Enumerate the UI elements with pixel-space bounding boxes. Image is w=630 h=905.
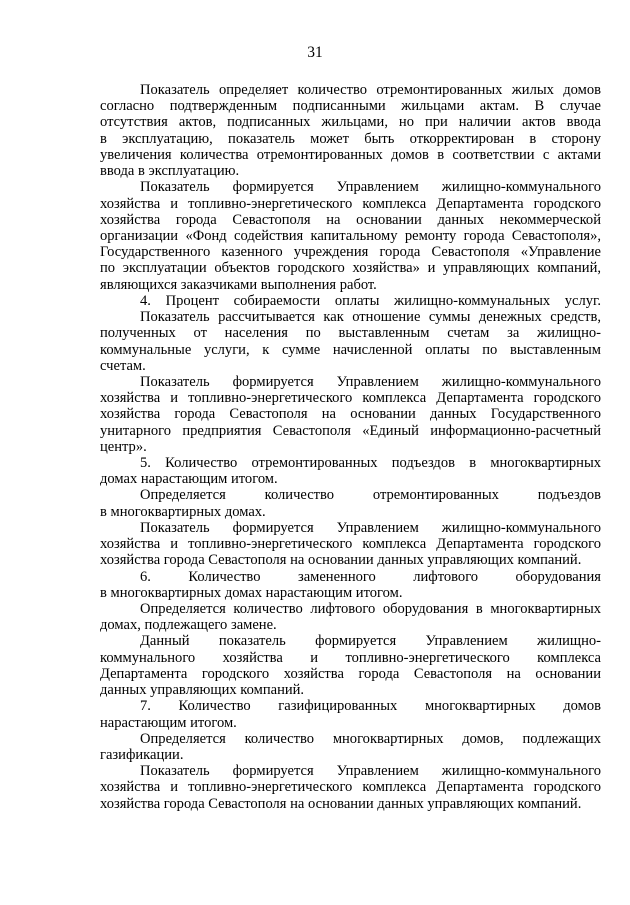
text-line: домах, подлежащего замене. — [100, 617, 277, 634]
text-line: счетам. — [100, 357, 146, 374]
text-line: Показатель формируется Управлением жилищно-коммунального — [140, 373, 601, 390]
paragraph — [100, 293, 601, 309]
text-line: ввода в эксплуатацию. — [100, 163, 240, 180]
paragraph — [100, 455, 601, 487]
text-line: Определяется количество многоквартирных домов, подлежащих — [140, 730, 601, 747]
paragraph — [100, 731, 601, 763]
text-line: хозяйства и топливно-энергетического комплекса Департамента городского — [100, 390, 601, 407]
paragraph — [100, 374, 601, 455]
text-line: хозяйства города Севастополя на основании данных некоммерческой — [100, 211, 601, 228]
paragraph — [100, 520, 601, 569]
page-number: 31 — [307, 44, 323, 61]
text-line: Данный показатель формируется Управлением жилищно- — [140, 633, 601, 650]
text-line: являющихся заказчиками выполнения работ. — [100, 276, 377, 293]
text-line: центр». — [100, 438, 147, 455]
text-line: Показатель формируется Управлением жилищно-коммунального — [140, 179, 601, 196]
text-line: унитарного предприятия Севастополя «Единый информационно-расчетный — [100, 422, 601, 439]
text-line: Определяется количество лифтового оборудования в многоквартирных — [140, 601, 601, 617]
text-line: хозяйства и топливно-энергетического комплекса Департамента городского — [100, 536, 601, 553]
paragraph — [100, 601, 601, 633]
paragraph — [100, 309, 601, 374]
text-line: газификации. — [100, 746, 184, 763]
text-line: хозяйства и топливно-энергетического комплекса Департамента городского — [100, 195, 601, 212]
text-line: Показатель рассчитывается как отношение суммы денежных средств, — [140, 309, 601, 326]
text-line: согласно подтвержденным подписанными жильцами актам. В случае — [100, 98, 601, 115]
text-line: хозяйства и топливно-энергетического комплекса Департамента городского — [100, 779, 601, 796]
text-line: коммунальные услуги, к сумме начисленной оплаты по выставленным — [100, 341, 601, 358]
paragraph — [100, 179, 601, 293]
text-line: Показатель формируется Управлением жилищно-коммунального — [140, 519, 601, 536]
paragraph — [100, 569, 601, 601]
text-line: полученных от населения по выставленным счетам за жилищно- — [100, 325, 601, 342]
document-body — [100, 82, 601, 812]
text-line: хозяйства города Севастополя на основании данных Государственного — [100, 406, 601, 423]
text-line: 6. Количество замененного лифтового оборудования — [140, 568, 601, 585]
text-line: отсутствия актов, подписанных жильцами, но при наличии актов ввода — [100, 114, 601, 131]
text-line: в многоквартирных домах. — [100, 503, 266, 520]
text-line: коммунального хозяйства и топливно-энергетического комплекса — [100, 649, 601, 666]
text-line: хозяйства города Севастополя на основании данных управляющих компаний. — [100, 552, 582, 569]
text-line: в многоквартирных домах нарастающим итогом. — [100, 584, 403, 601]
text-line: Определяется количество отремонтированных подъездов — [140, 487, 601, 504]
text-line: домах нарастающим итогом. — [100, 471, 278, 488]
text-line: 7. Количество газифицированных многоквартирных домов — [140, 698, 601, 715]
paragraph — [100, 82, 601, 179]
paragraph — [100, 633, 601, 698]
paragraph — [100, 698, 601, 730]
text-line: данных управляющих компаний. — [100, 682, 305, 699]
text-line: Государственного казенного учреждения города Севастополя «Управление — [100, 244, 601, 261]
text-line: хозяйства города Севастополя на основании данных управляющих компаний. — [100, 795, 582, 812]
text-line: организации «Фонд содействия капитальному ремонту города Севастополя», — [100, 227, 601, 244]
text-line: 5. Количество отремонтированных подъездов в многоквартирных — [140, 455, 601, 472]
text-line: по эксплуатации объектов городского хозяйства» и управляющих компаний, — [100, 260, 601, 277]
text-line: Департамента городского хозяйства города Севастополя на основании — [100, 665, 601, 682]
paragraph — [100, 763, 601, 812]
text-line: увеличения количества отремонтированных домов в соответствии с актами — [100, 146, 601, 163]
text-line: в эксплуатацию, показатель может быть откорректирован в сторону — [100, 130, 601, 147]
text-line: 4. Процент собираемости оплаты жилищно-коммунальных услуг. — [140, 292, 601, 309]
text-line: Показатель определяет количество отремонтированных жилых домов — [140, 82, 601, 98]
paragraph — [100, 487, 601, 519]
text-line: нарастающим итогом. — [100, 714, 237, 731]
text-line: Показатель формируется Управлением жилищно-коммунального — [140, 763, 601, 780]
